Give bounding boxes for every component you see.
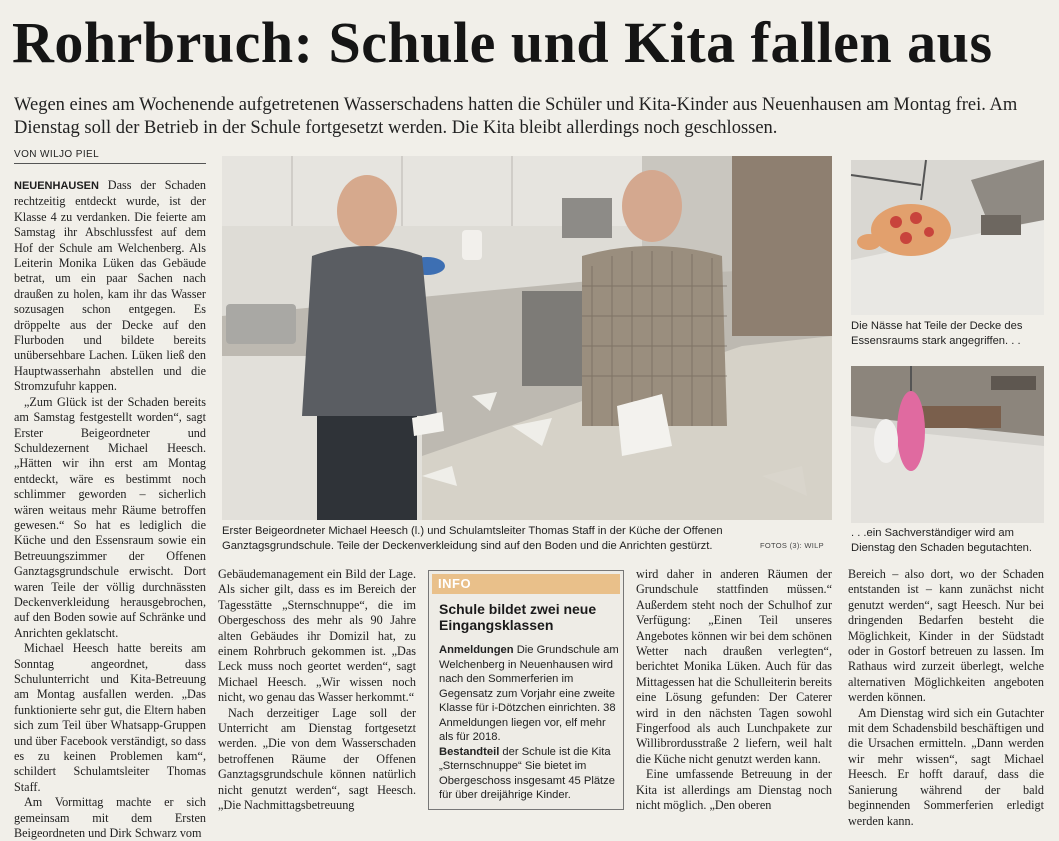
paragraph: Am Dienstag wird sich ein Gutachter mit dem Schadensbild beschäftigen und die Ursachen ermitteln. „Dann werden wir mehr wissen“, sagt Michael Heesch. Er hofft darauf, dass die Sanierung während der bald beginnenden Sommerferien erledigt werden kann.: [848, 705, 1044, 828]
article-column-2: [218, 567, 416, 829]
subheadline: Wegen eines am Wochenende aufgetretenen Wasserschadens hatten die Schüler und Kita-Kinder aus Neuenhausen am Montag frei. Am Dienstag soll der Betrieb in der Schule fortgesetzt werden. Die Kita bleibt allerdings noch geschlossen.: [14, 95, 1018, 138]
side-photo-1-caption: Die Nässe hat Teile der Decke des Essensraums stark angegriffen. . .: [851, 320, 1023, 347]
photo-credit: FOTOS (3): WILP: [760, 541, 824, 550]
paragraph: Eine umfassende Betreuung in der Kita ist allerdings am Dienstag noch nicht möglich. „Den oberen: [636, 767, 832, 813]
paragraph: Gebäudemanagement ein Bild der Lage. Als sicher gilt, dass es im Bereich der Tagesstätte „Sternschnuppe“, die im Obergeschoss des mehr als 90 Jahre alten Gebäudes ihr Domizil hat, zu einem Rohrbruch gekommen ist. „Das Leck muss noch geortet werden“, sagt Michael Heesch. „Wir wissen noch nicht, wo genau das Wasser herkommt.“: [218, 567, 416, 705]
byline: VON WILJO PIEL: [14, 149, 206, 164]
info-lead: Bestandteil: [439, 745, 500, 758]
paragraph: Am Vormittag machte er sich gemeinsam mit dem Ersten Beigeordneten und Dirk Schwarz vom: [14, 795, 206, 841]
article-column-4: [848, 567, 1044, 829]
paragraph: Dass der Schaden rechtzeitig entdeckt wurde, ist der Klasse 4 zu verdanken. Die feierte am Samstag ihr Abschlussfest auf dem Hof der Schule am Welchenberg. Als Leiterin Monika Lüken das Gebäude betrat, um ein paar Sachen nach draußen zu holen, kam ihr das Wasser sozusagen schon entgegen. Es dröppelte aus der Decke auf den Flurboden und bildete bereits unübersehbare Lachen. Lüken ließ den Hauptwasserhahn abstellen und die Stromzufuhr kappen.: [14, 178, 206, 394]
dateline: NEUENHAUSEN: [14, 180, 99, 192]
article-column-1: [14, 178, 206, 841]
paragraph: Michael Heesch hatte bereits am Sonntag angeordnet, dass Schulunterricht und Kita-Betreuung am Montag ausfallen werden. „Das funktionierte sehr gut, die Eltern haben sich zum Teil über Whatsapp-Gruppen und über Facebook verständigt, so dass es zu keinen Problemen kam“, schildert Schulamtsleiter Thomas Staff.: [14, 641, 206, 794]
paragraph: „Zum Glück ist der Schaden bereits am Samstag festgestellt worden“, sagt Erster Beigeordneter und Schuldezernent Michael Heesch. „Hätten wir ihn erst am Montag entdeckt, wäre es bestimmt noch schlimmer geworden – sicherlich wären weitaus mehr Räume betroffen gewesen.“ So hat es lediglich die Küche und den Essensraum sowie ein Betreuungszimmer der Offenen Ganztagsgrundschule erwischt. Dort waren Teile der völlig durchnässten Deckenverkleidung herausgebrochen, auf den Boden sowie auf Schränke und Anrichten geklatscht.: [14, 394, 206, 640]
info-body: [439, 643, 619, 803]
ceiling-damage-photo-2: [851, 366, 1044, 523]
paragraph: Nach derzeitiger Lage soll der Unterricht am Dienstag fortgesetzt werden. „Die von dem Wasserschaden betroffenen Räume der Offenen Ganztagsgrundschule können natürlich nicht genutzt werden“, sagt Heesch. „Die Nachmittagsbetreuung: [218, 705, 416, 813]
ceiling-damage-photo-1: [851, 160, 1044, 315]
paragraph: wird daher in anderen Räumen der Grundschule stattfinden müssen.“ Außerdem steht noch der Schulhof zur Verfügung: „Einen Teil unseres Angebotes können wir bei dem schönen Wetter nach draußen verlegten“, berichtet Monika Lüken. Auch für das Mittagessen hat die Schulleiterin bereits eine Lösung gefunden: Der Caterer wird in den nächsten Tagen sowohl Fingerfood als auch Lunchpakete zur Willibrordusstraße 2 liefern, weil halt die Küche nicht genutzt werden kann.: [636, 567, 832, 766]
paragraph: Bereich – also dort, wo der Schaden entstanden ist – kann zunächst nicht genutzt werden“, sagt Heesch. Nur bei dringenden Bedarfen besteht die Möglichkeit, Kinder in der Südstadt oder in Gostorf betreuen zu lassen. Im Rathaus wird zurzeit überlegt, welche alternativen Möglichkeiten angeboten werden können.: [848, 567, 1044, 705]
main-photo-caption: Erster Beigeordneter Michael Heesch (l.) und Schulamtsleiter Thomas Staff in der Küche der Offenen Ganztagsgrundschule. Teile der Deckenverkleidung sind auf den Boden und die Anrichten gestürzt.: [222, 525, 723, 552]
info-lead: Anmeldungen: [439, 644, 514, 656]
info-box: [428, 570, 624, 810]
headline: Rohrbruch: Schule und Kita fallen aus: [12, 10, 993, 75]
kitchen-photo: [222, 156, 832, 520]
info-tag-label: INFO: [438, 576, 472, 591]
info-text: der Schule ist die Kita „Sternschnuppe“ Sie bietet im Obergeschoss insgesamt 45 Plätze für über dreijährige Kinder.: [439, 745, 615, 801]
article-column-3: [636, 567, 832, 829]
side-photo-2-caption: . . .ein Sachverständiger wird am Dienstag den Schaden begutachten.: [851, 527, 1033, 554]
info-tag: [432, 574, 620, 594]
info-text: Die Grundschule am Welchenberg in Neuenhausen wird nach den Sommerferien im Gegensatz zum Vorjahr eine zweite Klasse für i-Dötzchen einrichten. 38 Anmeldungen liegen vor, elf mehr als für 2018.: [439, 644, 619, 743]
info-title: Schule bildet zwei neue Eingangsklassen: [439, 601, 597, 633]
